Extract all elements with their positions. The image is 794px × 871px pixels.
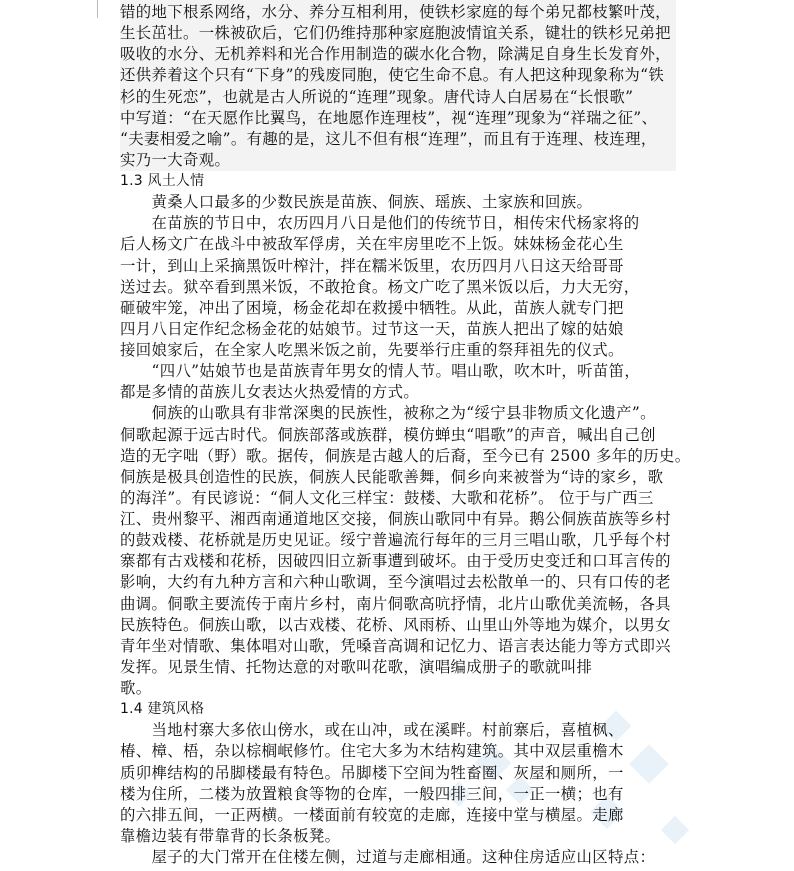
- text-line: 接回娘家后，在全家人吃黑米饭之前，先要举行庄重的祭拜祖先的仪式。: [120, 341, 624, 359]
- text-line: 曲调。侗歌主要流传于南片乡村，南片侗歌高吭抒情，北片山歌优美流畅，各具: [120, 594, 671, 613]
- text-line: 黄桑人口最多的少数民族是苗族、侗族、瑶族、土家族和回族。: [120, 193, 593, 212]
- text-line: 当地村寨大多依山傍水，或在山冲，或在溪畔。村前寨后，喜植枫、: [120, 721, 624, 740]
- text-line: 发挥。见景生情、托物达意的对歌叫花歌，演唱编成册子的歌就叫排: [120, 657, 593, 676]
- text-line: 的鼓戏楼、花桥就是历史见证。绥宁普遍流行每年的三月三唱山歌，几乎每个村: [120, 531, 671, 550]
- text-line: 中写道：“在天愿作比翼鸟，在地愿作连理枝”，视“连理”现象为“祥瑞之征”、: [120, 108, 658, 127]
- section-heading: 1.3 风土人情: [120, 173, 205, 189]
- margin-corner-mark-left: [97, 0, 98, 18]
- text-line: 后人杨文广在战斗中被敌军俘虏，关在牢房里吃不上饭。妹妹杨金花心生: [120, 235, 624, 254]
- text-line: 侗歌起源于远古时代。侗族部落或族群，模仿蝉虫“唱歌”的声音，喊出自己创: [120, 425, 656, 444]
- text-line: 的六排五间，一正两横。一楼面前有较宽的走廊，连接中堂与横屋。走廊: [120, 805, 624, 824]
- text-line: 实乃一大奇观。: [120, 150, 231, 169]
- text-line: 都是多情的苗族儿女表达火热爱情的方式。: [120, 383, 420, 402]
- text-line: 歌。: [120, 679, 152, 697]
- text-line: 送过去。狱卒看到黑米饭，不敢抢食。杨文广吃了黑米饭以后，力大无穷，: [120, 277, 640, 296]
- text-line: 的海洋”。有民谚说：“侗人文化三样宝：鼓楼、大歌和花桥”。 位于与广西三: [120, 488, 654, 507]
- text-line: 错的地下根系网络，水分、养分互相利用，使铁杉家庭的每个弟兄都枝繁叶茂，: [120, 3, 671, 21]
- text-line: 还供养着这个只有“下身”的残废同胞，使它生命不息。有人把这种现象称为“铁: [120, 66, 665, 85]
- text-line: 在苗族的节日中，农历四月八日是他们的传统节日，相传宋代杨家将的: [120, 214, 640, 233]
- text-line: 生长茁壮。一株被砍后，它们仍维持那种家庭胞波情谊关系，键壮的铁杉兄弟把: [120, 24, 671, 43]
- text-line: 民族特色。侗族山歌，以古戏楼、花桥、风雨桥、山里山外等地为媒介，以男女: [120, 615, 671, 634]
- text-line: 侗族的山歌具有非常深奥的民族性，被称之为“绥宁县非物质文化遗产”。: [120, 404, 656, 423]
- text-line: 寨都有古戏楼和花桥，因破四旧立新事遭到破坏。由于受历史变迁和口耳言传的: [120, 552, 671, 571]
- text-line: 楼为住所，二楼为放置粮食等物的仓库，一般四排三间，一正一横；也有: [120, 784, 624, 803]
- text-line: 质卯榫结构的吊脚楼最有特色。吊脚楼下空间为牲畜圈、灰屋和厕所，一: [120, 763, 624, 782]
- text-line: 杉的生死恋”，也就是古人所说的“连理”现象。唐代诗人白居易在“长恨歌”: [120, 87, 634, 106]
- text-line: “夫妻相爱之喻”。有趣的是，这儿不但有根“连理”，而且有于连理、枝连理，: [120, 129, 657, 148]
- text-line: 椿、樟、梧，杂以棕榈岷修竹。住宅大多为木结构建筑。其中双层重檐木: [120, 742, 624, 761]
- text-line: 造的无字咄（野）歌。据传，侗族是古越人的后裔，至今已有 2500 多年的历史。: [120, 446, 691, 465]
- text-line: 一计，到山上采摘黑饭叶榨汁，拌在糯米饭里，农历四月八日这天给哥哥: [120, 256, 624, 275]
- section-heading: 1.4 建筑风格: [120, 701, 205, 718]
- text-line: “四八”姑娘节也是苗族青年男女的情人节。唱山歌，吹木叶，听苗笛，: [120, 362, 641, 381]
- text-line: 砸破牢笼，冲出了困境，杨金花却在救援中牺牲。从此，苗族人就专门把: [120, 298, 624, 317]
- text-line: 江、贵州黎平、湘西南通道地区交接，侗族山歌同中有异。鹅公侗族苗族等乡村: [120, 510, 671, 528]
- text-line: 吸收的水分、无机养料和光合作用制造的碳水化合物，除满足自身生长发育外，: [120, 45, 671, 64]
- text-line: 影响，大约有九种方言和六种山歌调，至今演唱过去松散单一的、只有口传的老: [120, 573, 671, 592]
- text-line: 靠檐边装有带靠背的长条板凳。: [120, 826, 341, 845]
- text-line: 侗族是极具创造性的民族，侗族人民能歌善舞，侗乡向来被誉为“诗的家乡，歌: [120, 467, 664, 486]
- text-line: 青年坐对情歌、集体唱对山歌，凭嗓音高调和记忆力、语言表达能力等方式即兴: [120, 636, 671, 655]
- text-line: 屋子的大门常开在住楼左侧，过道与走廊相通。这种住房适应山区特点：: [120, 848, 656, 866]
- text-line: 四月八日定作纪念杨金花的姑娘节。过节这一天，苗族人把出了嫁的姑娘: [120, 319, 624, 338]
